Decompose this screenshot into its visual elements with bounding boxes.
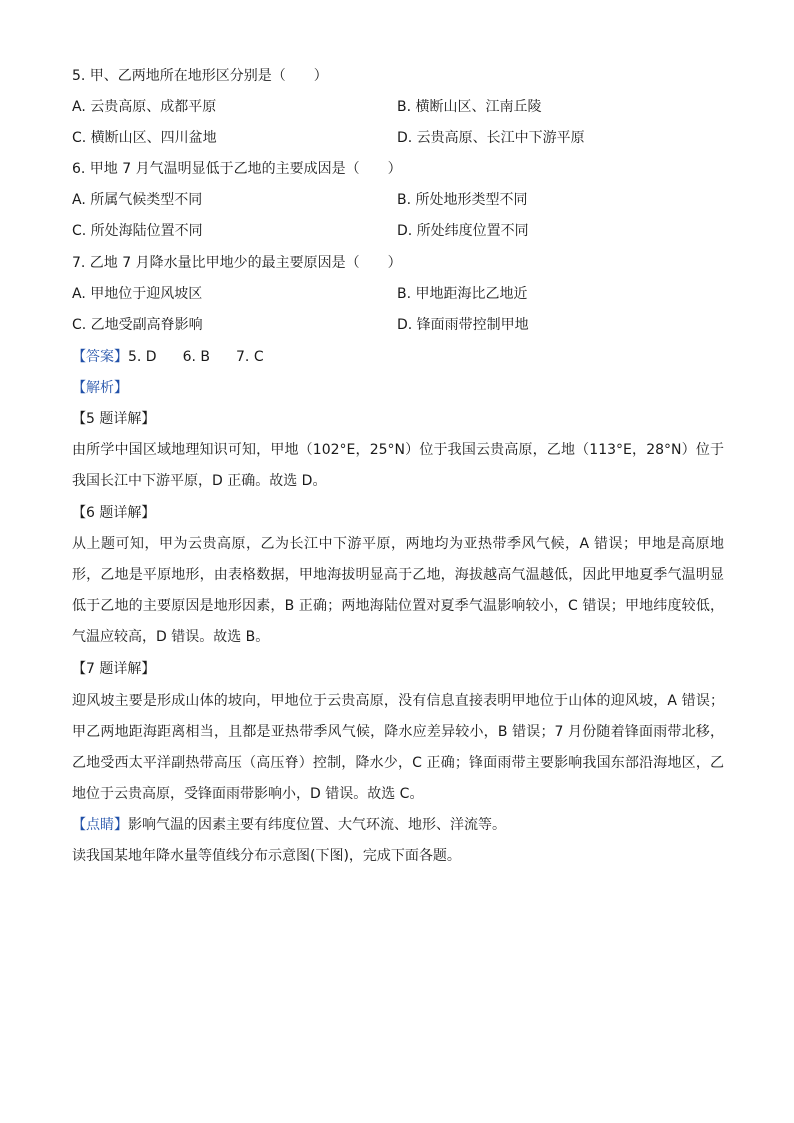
detail-7-heading: 【7 题详解】 [72,661,156,677]
detail-6-heading: 【6 题详解】 [72,505,156,521]
analysis-label: 【解析】 [72,380,128,396]
question-6-options-row-1 [72,190,732,210]
answer-label: 【答案】 [72,349,128,365]
question-5-option-c: C. 横断山区、四川盆地 [72,130,217,146]
next-question-intro: 读我国某地年降水量等值线分布示意图(下图)，完成下面各题。 [72,848,461,864]
question-7-options-row-1 [72,284,732,304]
question-7-option-b: B. 甲地距海比乙地近 [397,286,528,302]
question-6-option-c: C. 所处海陆位置不同 [72,223,203,239]
question-5-options-row-1 [72,97,732,117]
answer-7: 7. C [236,349,264,365]
question-5-option-b: B. 横断山区、江南丘陵 [397,99,542,115]
detail-7-text: 迎风坡主要是形成山体的坡向，甲地位于云贵高原，没有信息直接表明甲地位于山体的迎风坡，A 错误；甲乙两地距海距离相当，且都是亚热带季风气候，降水应差异较小，B 错误；7 月份随着锋面雨带北移，乙地受西太平洋副热带高压（高压脊）控制，降水少，C 正确；锋面雨带主要影响我国东部沿海地区，乙地位于云贵高原，受锋面雨带影响小，D 错误。故选 C。 [72,693,724,802]
question-5-stem: 5. 甲、乙两地所在地形区分别是（ ） [72,68,328,84]
question-6-option-d: D. 所处纬度位置不同 [397,223,529,239]
question-7-option-d: D. 锋面雨带控制甲地 [397,317,529,333]
detail-5-heading: 【5 题详解】 [72,411,156,427]
question-6-option-b: B. 所处地形类型不同 [397,192,528,208]
answer-row [72,347,264,367]
question-7-stem: 7. 乙地 7 月降水量比甲地少的最主要原因是（ ） [72,255,402,271]
question-6-options-row-2 [72,221,732,241]
detail-6-text: 从上题可知，甲为云贵高原，乙为长江中下游平原，两地均为亚热带季风气候，A 错误；甲地是高原地形，乙地是平原地形，由表格数据，甲地海拔明显高于乙地，海拔越高气温越低，因此甲地夏季气温明显低于乙地的主要原因是地形因素，B 正确；两地海陆位置对夏季气温影响较小，C 错误；甲地纬度较低，气温应较高，D 错误。故选 B。 [72,536,724,645]
question-5-option-a: A. 云贵高原、成都平原 [72,99,217,115]
detail-5-text: 由所学中国区域地理知识可知，甲地（102°E，25°N）位于我国云贵高原，乙地（113°E，28°N）位于我国长江中下游平原，D 正确。故选 D。 [72,442,724,489]
answer-6: 6. B [182,349,211,365]
answer-5: 5. D [128,349,157,365]
question-7-option-c: C. 乙地受副高脊影响 [72,317,203,333]
question-7-options-row-2 [72,315,732,335]
tip-row [72,815,506,835]
question-5-option-d: D. 云贵高原、长江中下游平原 [397,130,585,146]
tip-text: 影响气温的因素主要有纬度位置、大气环流、地形、洋流等。 [128,817,506,833]
tip-label: 【点睛】 [72,817,128,833]
question-6-stem: 6. 甲地 7 月气温明显低于乙地的主要成因是（ ） [72,161,402,177]
question-5-options-row-2 [72,128,732,148]
question-6-option-a: A. 所属气候类型不同 [72,192,203,208]
question-7-option-a: A. 甲地位于迎风坡区 [72,286,203,302]
